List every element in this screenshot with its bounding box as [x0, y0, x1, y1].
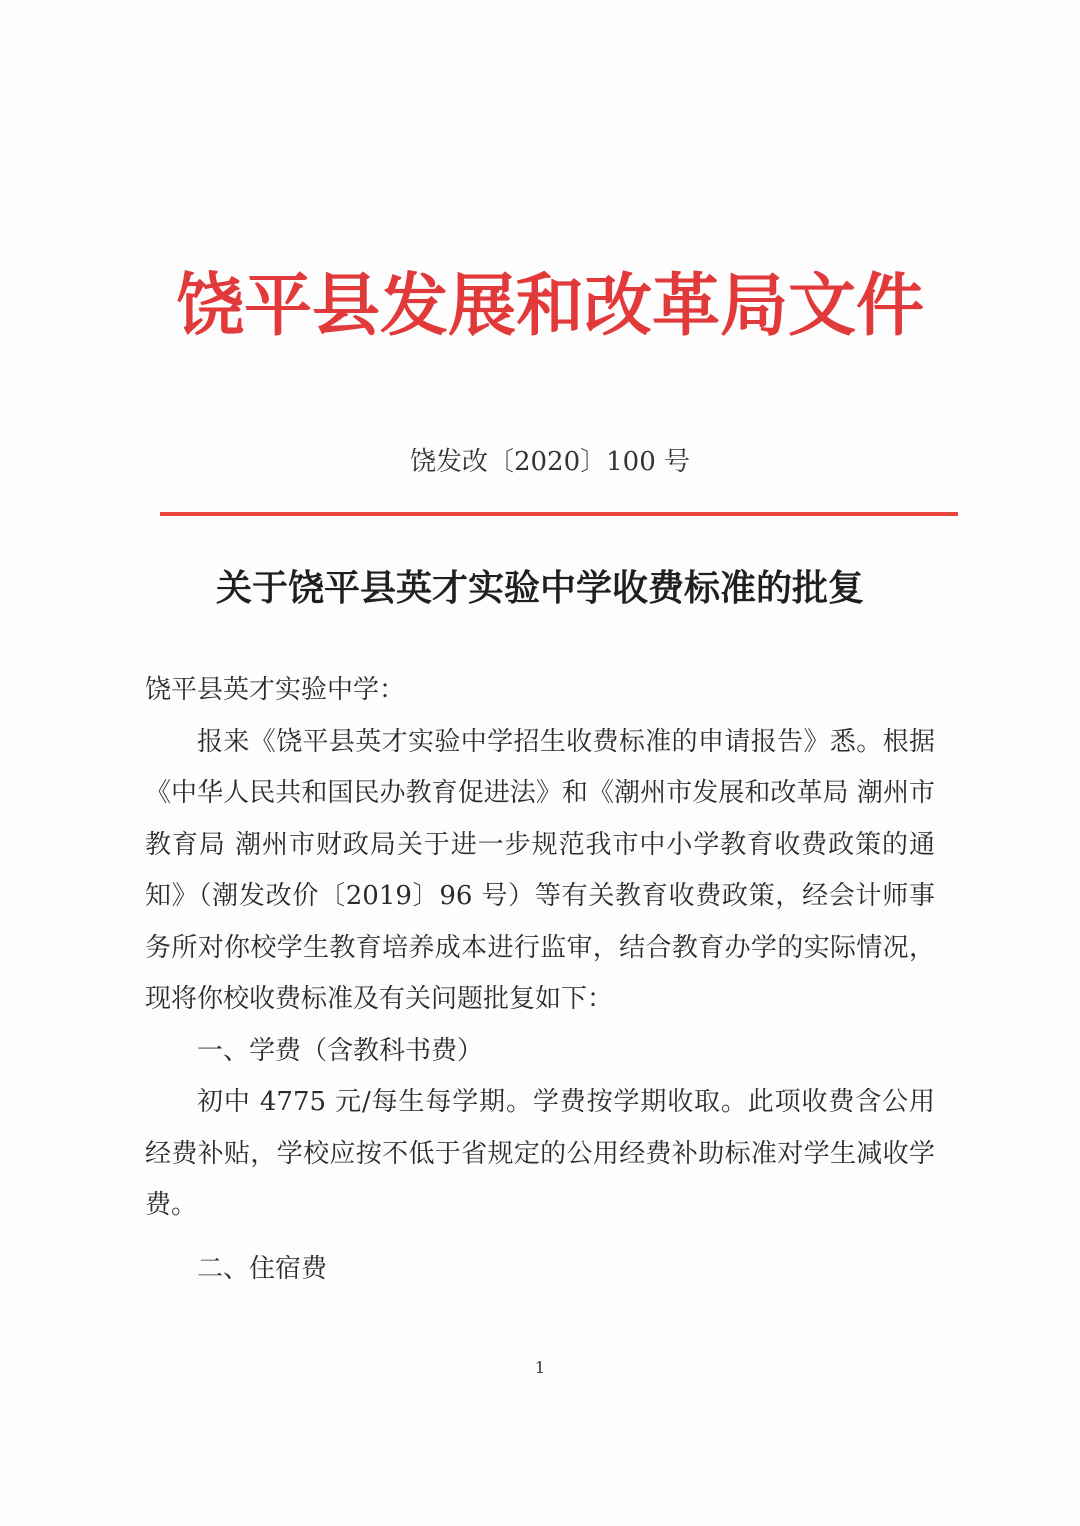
red-divider — [160, 512, 958, 516]
document-title: 关于饶平县英才实验中学收费标准的批复 — [215, 568, 864, 609]
document-body — [145, 665, 935, 1295]
section-heading-tuition: 一、学费（含教科书费） — [197, 1035, 484, 1066]
issuer-header: 饶平县发展和改革局文件 — [175, 267, 924, 346]
body-paragraph: 初中 4775 元/每生每学期。学费按学期收取。此项收费含公用经费补贴，学校应按不低于省规定的公用经费补助标准对学生减收学费。 — [145, 1087, 935, 1220]
body-paragraph: 报来《饶平县英才实验中学招生收费标准的申请报告》悉。根据《中华人民共和国民办教育促进法》和《潮州市发展和改革局 潮州市教育局 潮州市财政局关于进一步规范我市中小学教育收费政策的通知》（潮发改价〔2019〕96 号）等有关教育收费政策，经会计师事务所对你校学生教育培养成本进行监审，结合教育办学的实际情况，现将你校收费标准及有关问题批复如下： — [145, 726, 935, 1014]
document-number: 饶发改〔2020〕100 号 — [409, 447, 691, 477]
salutation: 饶平县英才实验中学： — [145, 675, 406, 705]
page-number: 1 — [534, 1358, 546, 1377]
section-heading-accommodation: 二、住宿费 — [197, 1253, 328, 1284]
